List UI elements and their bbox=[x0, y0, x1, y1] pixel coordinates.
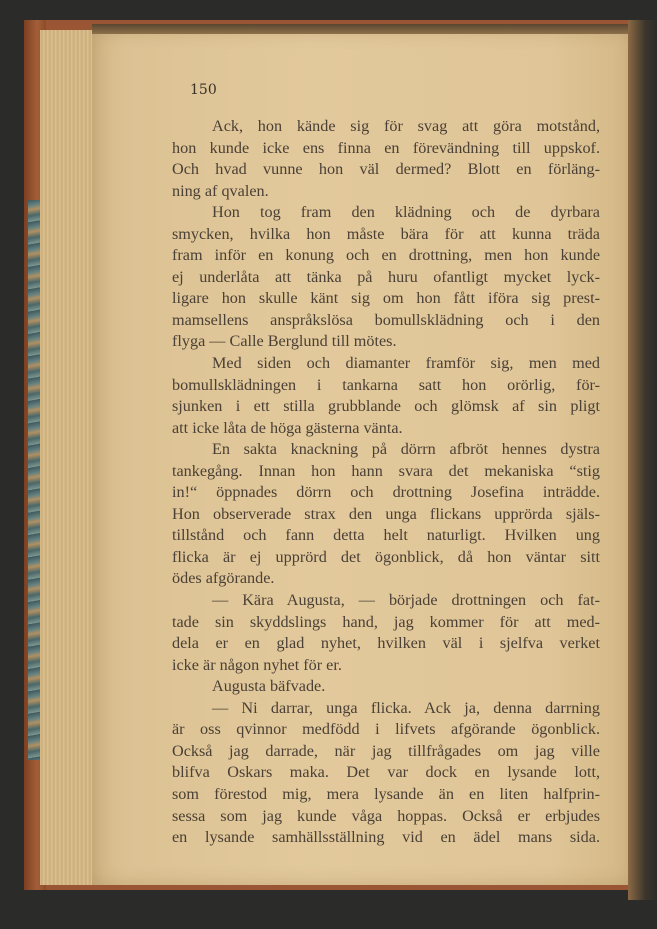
text-line: Ack, hon kände sig för svag att göra motstånd, bbox=[212, 117, 600, 135]
text-line: En sakta knackning på dörrn afbröt hennes dystra bbox=[212, 440, 600, 459]
text-line: Hon tog fram den klädning och de dyrbara bbox=[212, 203, 600, 222]
text-line: bomullsklädningen i tankarna satt hon orörlig, för- bbox=[172, 375, 600, 394]
text-line: mamsellens anspråkslösa bomullsklädning och i den bbox=[172, 310, 600, 329]
page-right-shadow bbox=[628, 20, 657, 900]
text-line: Hon observerade strax den unga flickans upprörda själs- bbox=[172, 504, 600, 523]
text-line: är oss qvinnor medfödd i lifvets afgörande ögonblick. bbox=[172, 720, 600, 739]
text-line: — Kära Augusta, — började drottningen och fat- bbox=[212, 591, 600, 610]
text-line: ligare hon skulle känt sig om hon fått iföra sig prest- bbox=[172, 289, 600, 308]
text-line: tade sin skyddslings hand, jag kommer för att med- bbox=[172, 612, 600, 631]
body-text bbox=[172, 116, 600, 849]
text-line: flicka är ej upprörd det ögonblick, då hon väntar sitt bbox=[172, 547, 600, 566]
text-line: sessa som jag kunde våga hoppas. Också er erbjudes bbox=[172, 806, 600, 825]
page-number: 150 bbox=[190, 82, 217, 98]
text-line: ödes afgörande. bbox=[172, 569, 275, 588]
text-line: icke är någon nyhet för er. bbox=[172, 655, 342, 674]
text-line: Och hvad vunne hon väl dermed? Blott en förläng- bbox=[172, 160, 600, 179]
text-line: hon kunde icke ens finna en förevändning till uppskof. bbox=[172, 138, 600, 157]
text-line: smycken, hvilka hon måste bära för att kunna träda bbox=[172, 224, 600, 243]
text-line: som förestod mig, mera lysande än en liten halfprin- bbox=[172, 784, 600, 803]
text-line: blifva Oskars maka. Det var dock en lysande lott, bbox=[172, 763, 600, 782]
text-line: — Ni darrar, unga flicka. Ack ja, denna darrning bbox=[212, 698, 600, 717]
text-line: in!“ öppnades dörrn och drottning Josefina inträdde. bbox=[172, 483, 600, 502]
page-edges bbox=[40, 30, 100, 885]
text-line: en lysande samhällsställning vid en ädel mans sida. bbox=[172, 828, 600, 847]
text-line: tillstånd och fann detta helt naturligt. Hvilken ung bbox=[172, 526, 600, 545]
text-line: fram inför en konung och en drottning, men hon kunde bbox=[172, 246, 600, 265]
text-line: Också jag darrade, när jag tillfrågades om jag ville bbox=[172, 741, 600, 760]
text-line: Med siden och diamanter framför sig, men med bbox=[212, 354, 600, 373]
text-line: tankegång. Innan hon hann svara det mekaniska “stig bbox=[172, 461, 600, 480]
text-line: sjunken i ett stilla grubblande och glömsk af sin pligt bbox=[172, 397, 600, 416]
page-top-band bbox=[92, 24, 632, 34]
text-line: dela er en glad nyhet, hvilken väl i sjelfva verket bbox=[172, 634, 600, 653]
text-line: flyga — Calle Berglund till mötes. bbox=[172, 332, 397, 351]
text-line: ej underlåta att tänka på huru ofantligt mycket lyck- bbox=[172, 267, 600, 286]
text-line: att icke låta de höga gästerna vänta. bbox=[172, 418, 403, 437]
text-line: Augusta bäfvade. bbox=[212, 677, 326, 696]
text-line: ning af qvalen. bbox=[172, 181, 269, 200]
